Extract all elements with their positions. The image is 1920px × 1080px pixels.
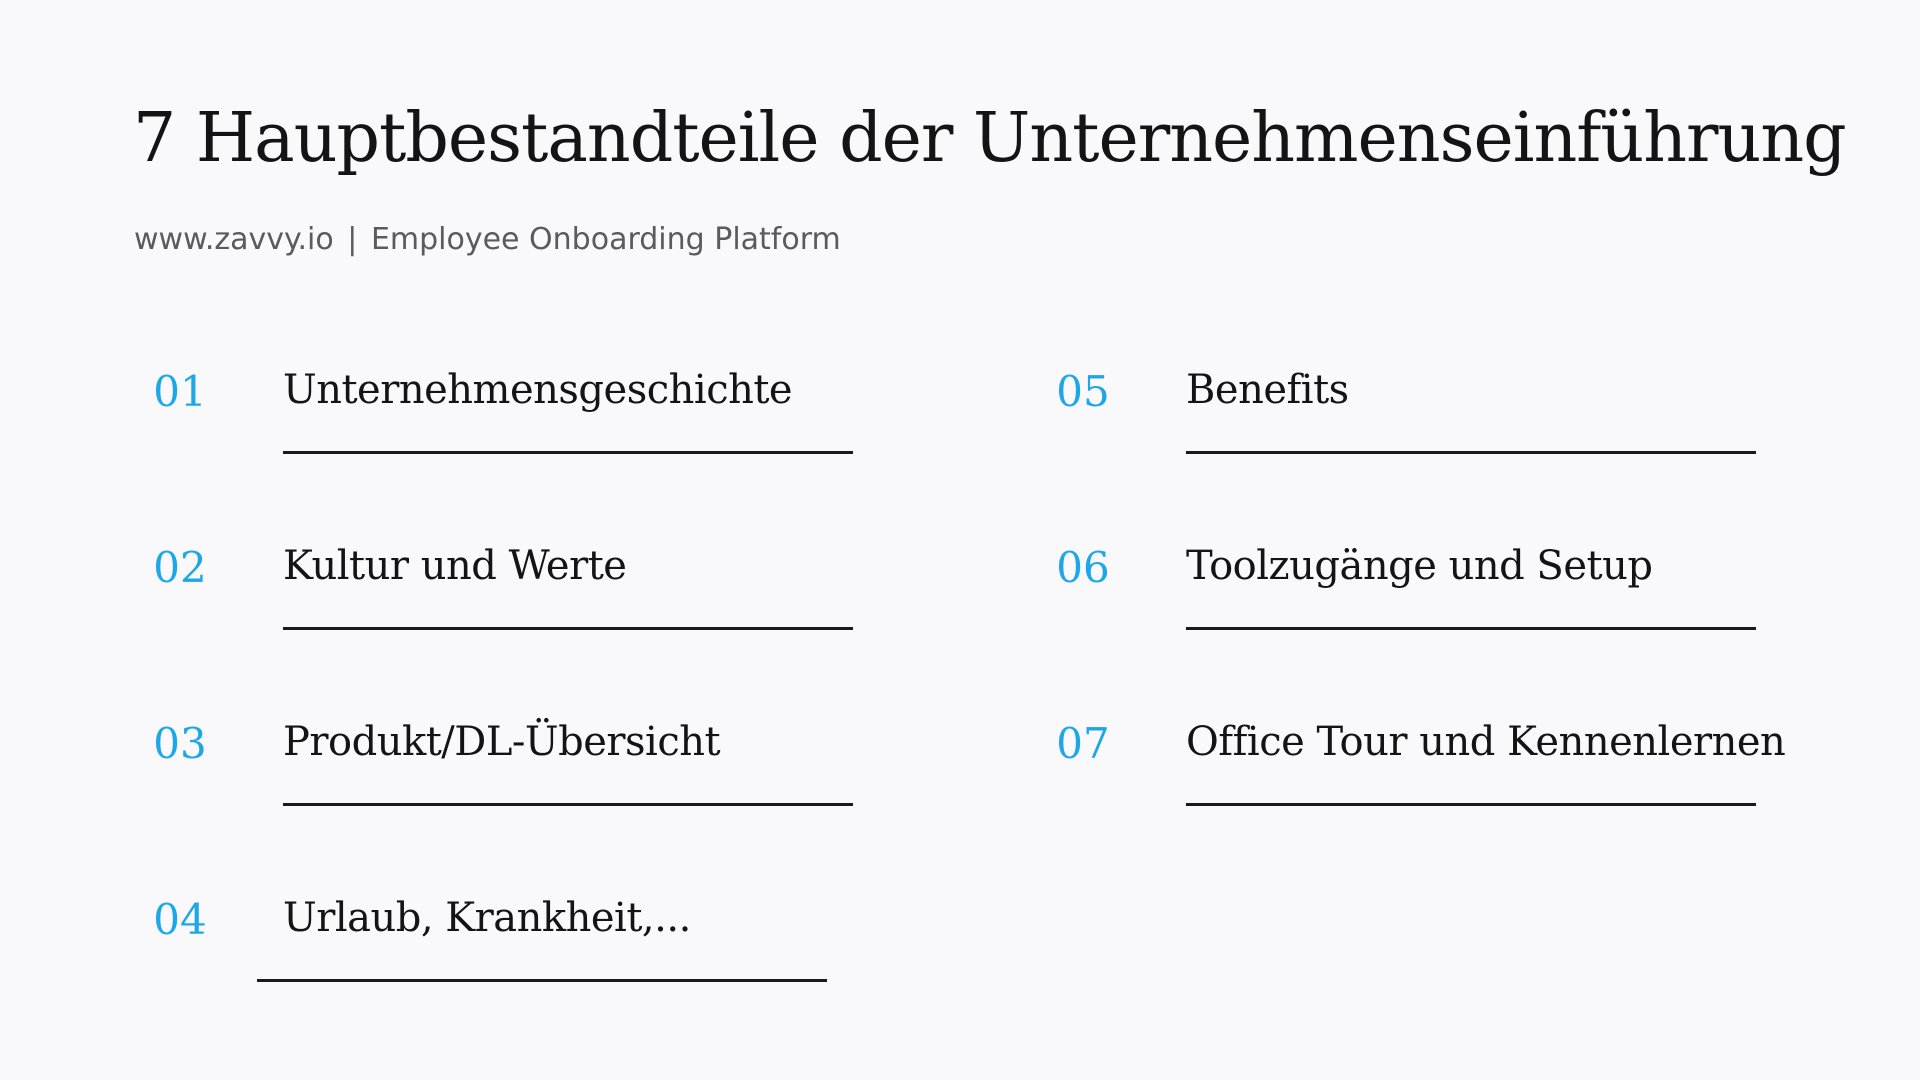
item-number: 01 [153,367,207,416]
item-underline [257,979,827,982]
subtitle [134,222,841,257]
item-underline [283,451,853,454]
item-underline [1186,803,1756,806]
item-number: 04 [153,895,207,944]
list-item-04 [125,895,865,965]
item-label: Urlaub, Krankheit,... [283,895,691,941]
list-item-03 [125,719,865,789]
list-item-07 [1028,719,1786,789]
item-number: 02 [153,543,207,592]
list-item-06 [1028,543,1768,613]
item-label: Kultur und Werte [283,543,627,589]
item-number: 03 [153,719,207,768]
item-underline [283,803,853,806]
item-label: Office Tour und Kennenlernen [1186,719,1786,765]
item-underline [1186,627,1756,630]
item-underline [1186,451,1756,454]
item-number: 07 [1056,719,1110,768]
list-item-02 [125,543,865,613]
list-item-01 [125,367,865,437]
item-label: Produkt/DL-Übersicht [283,719,721,765]
item-number: 06 [1056,543,1110,592]
tagline: Employee Onboarding Platform [370,222,841,257]
list-item-05 [1028,367,1768,437]
website-url: www.zavvy.io [134,222,334,257]
item-label: Toolzugänge und Setup [1186,543,1653,589]
subtitle-separator: | [347,222,358,257]
item-underline [283,627,853,630]
item-label: Benefits [1186,367,1349,413]
item-label: Unternehmensgeschichte [283,367,793,413]
page-title: 7 Hauptbestandteile der Unternehmenseinführung [133,99,1846,178]
item-number: 05 [1056,367,1110,416]
